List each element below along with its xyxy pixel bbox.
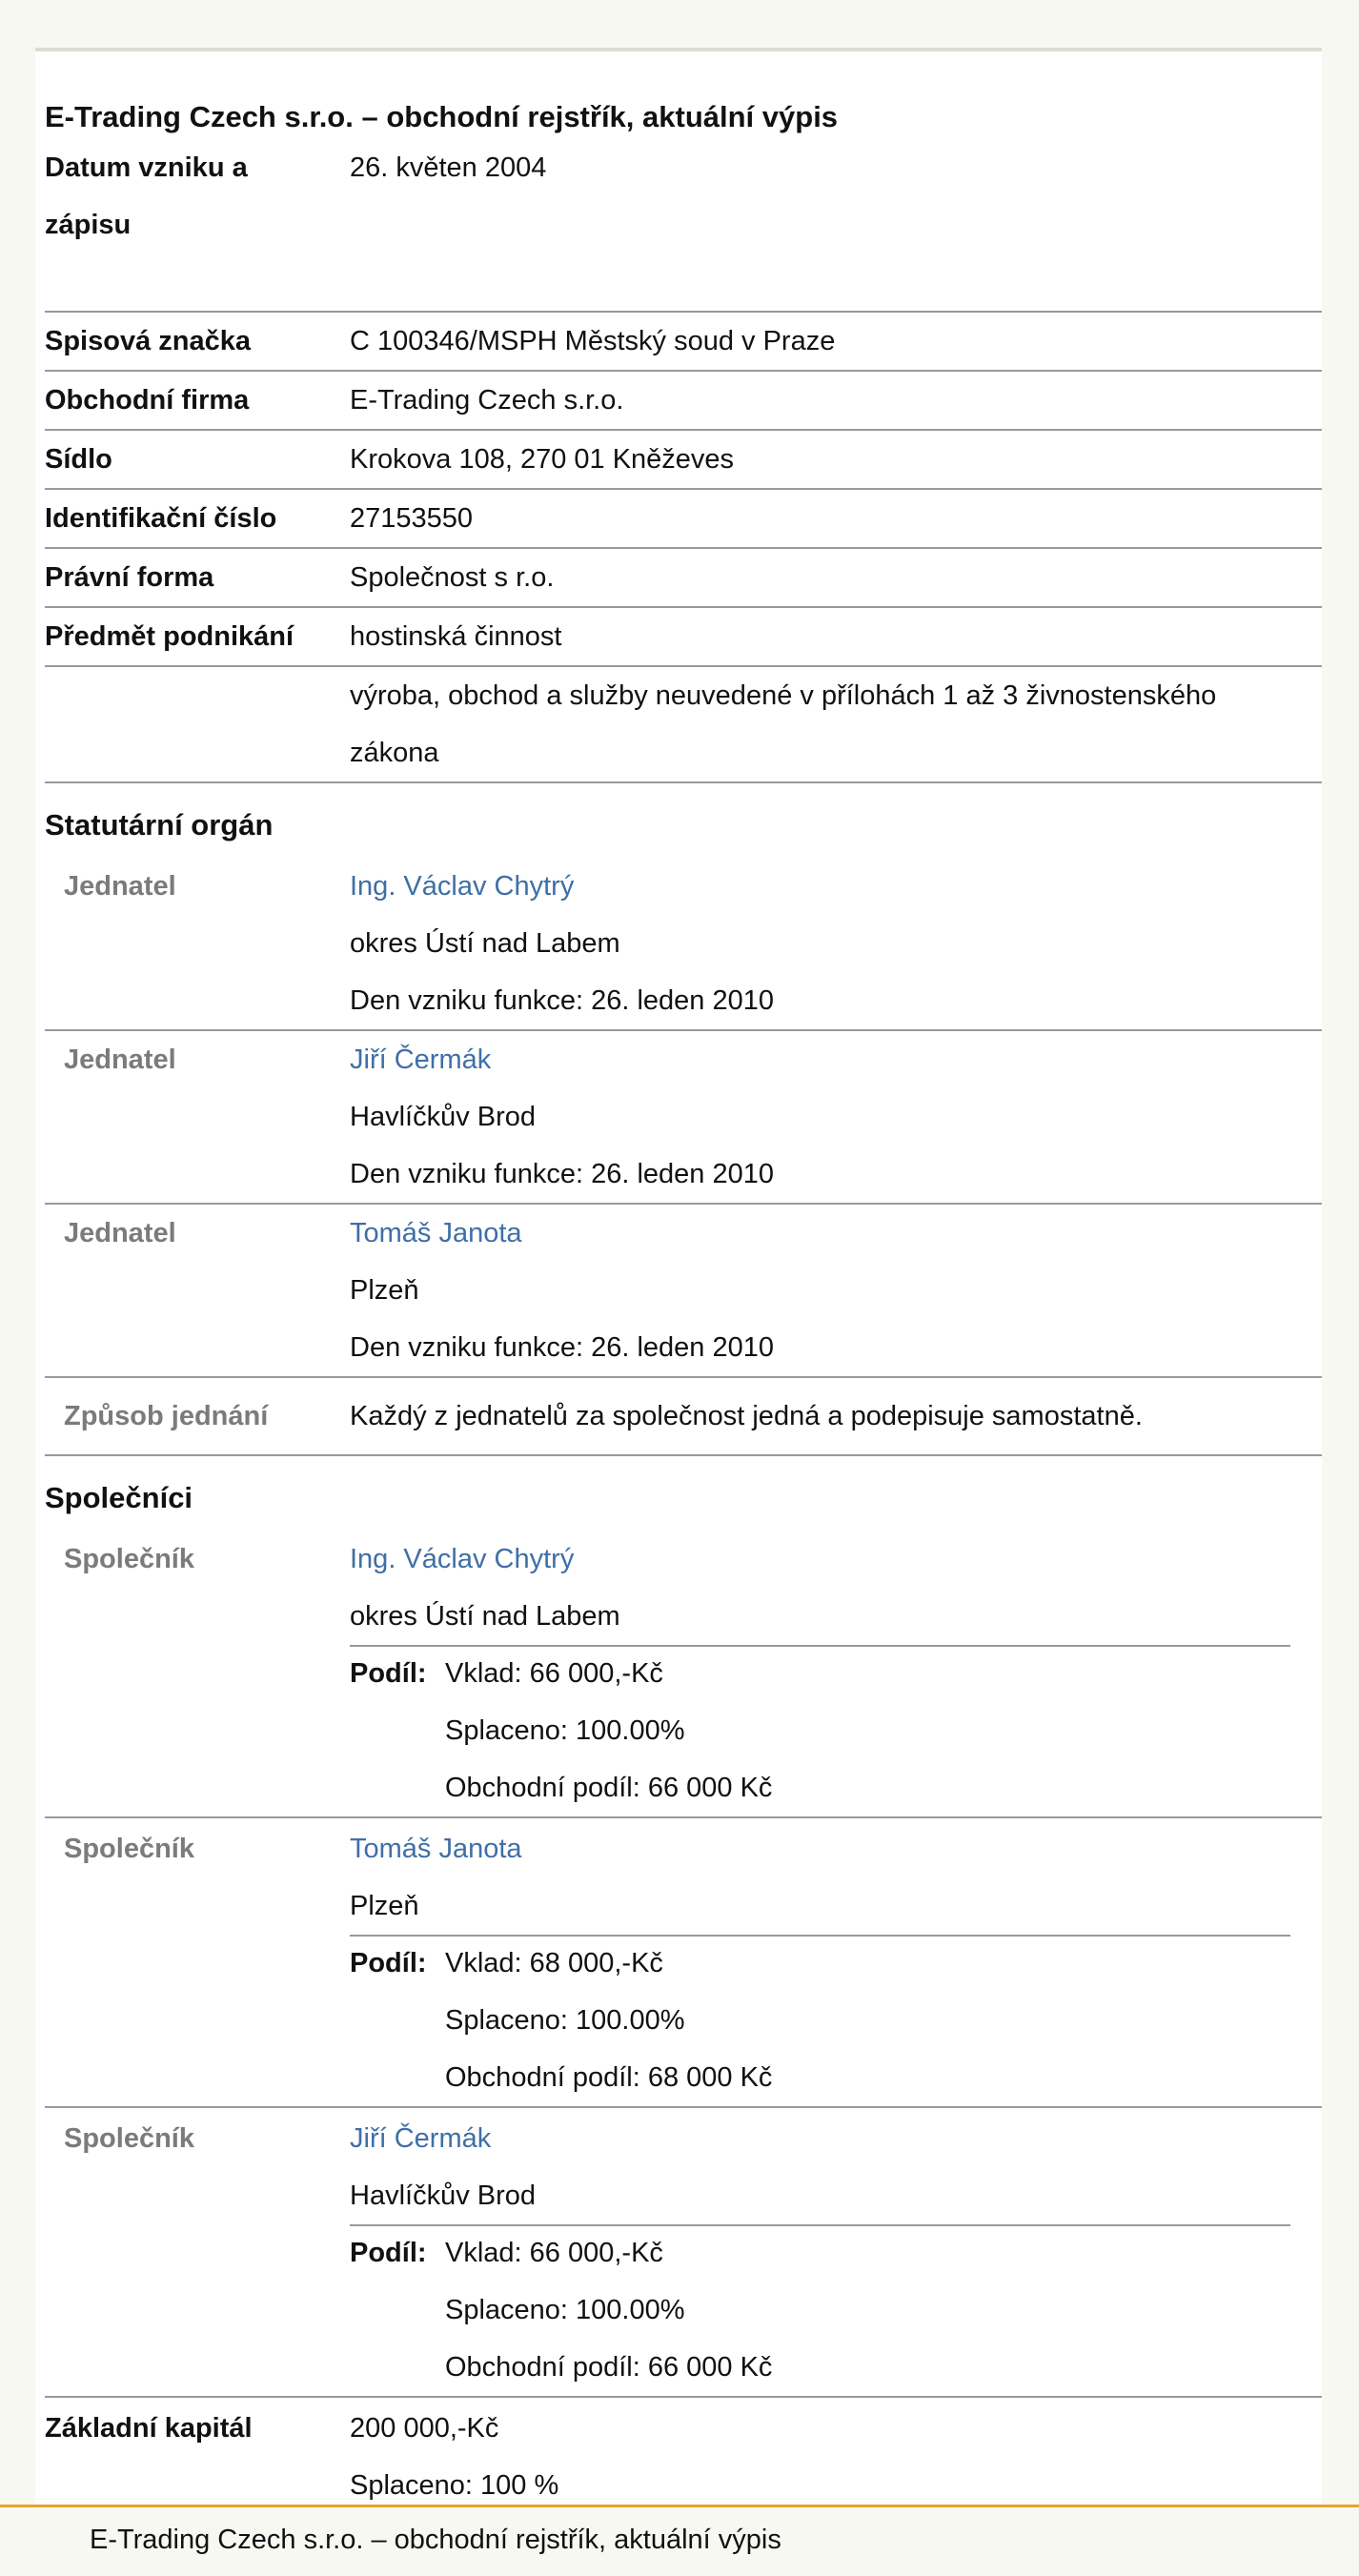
zpusob-value: Každý z jednatelů za společnost jedná a podepisuje samostatně. [350, 1401, 1143, 1431]
firma-label: Obchodní firma [45, 385, 250, 416]
jednatel-since: Den vzniku funkce: 26. leden 2010 [350, 1159, 774, 1189]
spolecnik-name-link[interactable]: Jiří Čermák [350, 2123, 492, 2154]
podil-vklad: Vklad: 66 000,-Kč [445, 1658, 663, 1689]
jednatel-place: okres Ústí nad Labem [350, 928, 620, 959]
spis-value: C 100346/MSPH Městský soud v Praze [350, 326, 836, 356]
podil-splaceno: Splaceno: 100.00% [445, 2295, 685, 2325]
podil-obchodni: Obchodní podíl: 68 000 Kč [445, 2062, 773, 2093]
jednatel-name-link[interactable]: Tomáš Janota [350, 1218, 522, 1248]
spolecnik-member [45, 1531, 1322, 1818]
footer-text: E-Trading Czech s.r.o. – obchodní rejstřík, aktuální výpis [90, 2525, 781, 2555]
spolecnik-name-link[interactable]: Ing. Václav Chytrý [350, 1544, 575, 1574]
podil-label: Podíl: [350, 1948, 427, 1978]
jednatel-since: Den vzniku funkce: 26. leden 2010 [350, 985, 774, 1016]
row-zakladni-kapital [45, 2400, 1322, 2516]
jednatel-name-link[interactable]: Ing. Václav Chytrý [350, 871, 575, 902]
row-predmet-podnikani-2 [45, 667, 1322, 783]
jednatel-place: Havlíčkův Brod [350, 1102, 537, 1132]
datum-label-2: zápisu [45, 210, 132, 240]
spolecnik-place: okres Ústí nad Labem [350, 1601, 620, 1632]
statutar-member [45, 1205, 1322, 1378]
datum-value: 26. květen 2004 [350, 152, 547, 183]
podil-splaceno: Splaceno: 100.00% [445, 2005, 685, 2036]
predmet-label: Předmět podnikání [45, 621, 294, 652]
jednatel-role: Jednatel [64, 1218, 176, 1248]
predmet-value-2-line2: zákona [350, 738, 439, 768]
spolecnik-member [45, 1820, 1322, 2108]
row-datum-vzniku [45, 139, 1322, 313]
predmet-value-1: hostinská činnost [350, 621, 562, 652]
podil-label: Podíl: [350, 2238, 427, 2268]
kapital-value: 200 000,-Kč [350, 2413, 499, 2444]
statutar-heading: Statutární orgán [45, 808, 274, 842]
datum-label-1: Datum vzniku a [45, 152, 248, 183]
jednatel-name-link[interactable]: Jiří Čermák [350, 1045, 492, 1075]
kapital-splaceno: Splaceno: 100 % [350, 2470, 559, 2501]
page-title: E-Trading Czech s.r.o. – obchodní rejstřík, aktuální výpis [45, 100, 839, 133]
spolecnik-name-link[interactable]: Tomáš Janota [350, 1834, 522, 1864]
register-extract-card [35, 48, 1322, 2510]
statutar-member [45, 858, 1322, 1031]
jednatel-role: Jednatel [64, 1045, 176, 1075]
row-zpusob-jednani [45, 1378, 1322, 1456]
spolecnik-role: Společník [64, 1834, 194, 1864]
ic-label: Identifikační číslo [45, 503, 277, 534]
row-sidlo [45, 431, 1322, 490]
spolecnik-role: Společník [64, 1544, 194, 1574]
row-spisova-znacka [45, 313, 1322, 372]
podil-vklad: Vklad: 68 000,-Kč [445, 1948, 663, 1978]
sidlo-label: Sídlo [45, 444, 112, 475]
jednatel-role: Jednatel [64, 871, 176, 902]
ic-value: 27153550 [350, 503, 474, 534]
spolecnici-heading: Společníci [45, 1481, 193, 1514]
spolecnik-place: Plzeň [350, 1891, 419, 1921]
kapital-label: Základní kapitál [45, 2413, 253, 2444]
podil-vklad: Vklad: 66 000,-Kč [445, 2238, 663, 2268]
zpusob-label: Způsob jednání [64, 1401, 269, 1431]
forma-label: Právní forma [45, 562, 214, 593]
jednatel-place: Plzeň [350, 1275, 419, 1306]
row-pravni-forma [45, 549, 1322, 608]
predmet-value-2-line1: výroba, obchod a služby neuvedené v přílohách 1 až 3 živnostenského [350, 680, 1217, 711]
row-predmet-podnikani [45, 608, 1322, 667]
row-obchodni-firma [45, 372, 1322, 431]
row-identifikacni-cislo [45, 490, 1322, 549]
podil-obchodni: Obchodní podíl: 66 000 Kč [445, 2352, 773, 2383]
forma-value: Společnost s r.o. [350, 562, 555, 593]
podil-obchodni: Obchodní podíl: 66 000 Kč [445, 1773, 773, 1803]
spis-label: Spisová značka [45, 326, 251, 356]
page-footer [0, 2505, 1359, 2576]
spolecnik-place: Havlíčkův Brod [350, 2180, 537, 2211]
sidlo-value: Krokova 108, 270 01 Kněževes [350, 444, 735, 475]
spolecnik-role: Společník [64, 2123, 194, 2154]
firma-value: E-Trading Czech s.r.o. [350, 385, 624, 416]
spolecnik-member [45, 2110, 1322, 2398]
jednatel-since: Den vzniku funkce: 26. leden 2010 [350, 1332, 774, 1363]
podil-splaceno: Splaceno: 100.00% [445, 1715, 685, 1746]
statutar-member [45, 1031, 1322, 1205]
podil-label: Podíl: [350, 1658, 427, 1689]
